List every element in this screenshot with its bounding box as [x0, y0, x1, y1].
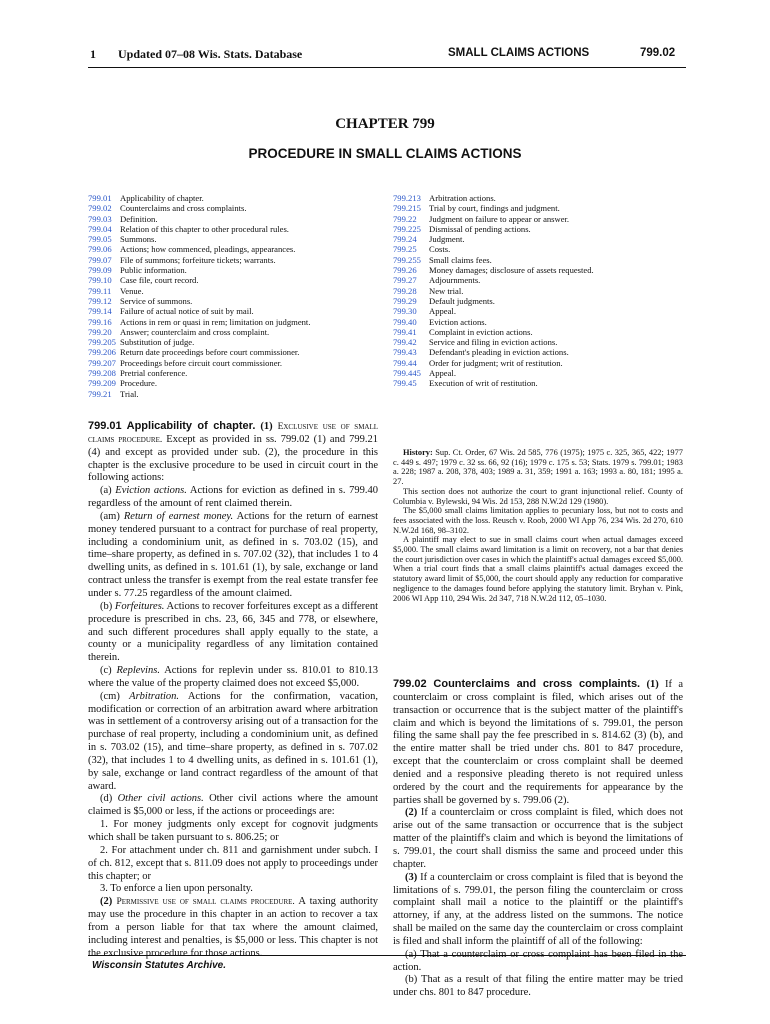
- toc-section-title: Actions in rem or quasi in rem; limitation on judgment.: [120, 316, 311, 327]
- toc-entry[interactable]: [88, 224, 310, 234]
- running-section-number: 799.02: [640, 47, 676, 59]
- toc-section-title: Applicability of chapter.: [120, 193, 204, 203]
- paragraph-b: (b) Forfeitures. Actions to recover forfeitures except as a different procedure is prescribed in chs. 23, 66, 345 and 778, or elsewhere, and such different procedures shall apply equally to the state, a county or a municipality regardless of any limitation contained therein.: [88, 600, 378, 664]
- toc-entry[interactable]: [393, 327, 594, 337]
- section-heading: 799.01 Applicability of chapter.: [88, 420, 256, 432]
- toc-entry[interactable]: [88, 306, 310, 316]
- toc-section-title: Eviction actions.: [429, 316, 487, 327]
- toc-entry[interactable]: [393, 234, 594, 244]
- toc-section-title: Venue.: [120, 285, 144, 296]
- table-of-contents-right: [393, 193, 594, 389]
- toc-section-title: Failure of actual notice of suit by mail.: [120, 306, 254, 317]
- subsection-2: (2) If a counterclaim or cross complaint is filed, which does not arise out of the same transaction or occurrence that is the subject matter of the plaintiff's claim and which is beyond the limitations of s. 799.01, the court shall dismiss the same and proceed under this chapter.: [393, 807, 683, 870]
- database-update-label: Updated 07–08 Wis. Stats. Database: [118, 47, 303, 61]
- toc-entry[interactable]: [393, 203, 594, 213]
- toc-section-title: Complaint in eviction actions.: [429, 326, 533, 337]
- paragraph-title: Arbitration.: [129, 690, 180, 702]
- paragraph-title: Return of earnest money.: [123, 510, 234, 522]
- toc-section-number[interactable]: 799.206: [88, 347, 116, 358]
- toc-section-title: Costs.: [429, 244, 451, 255]
- paragraph-title: Eviction actions.: [115, 485, 187, 497]
- toc-section-title: Public information.: [120, 265, 187, 276]
- toc-section-title: Money damages; disclosure of assets requested.: [429, 265, 594, 276]
- toc-section-title: Trial by court, findings and judgment.: [429, 203, 560, 214]
- toc-entry[interactable]: [393, 306, 594, 316]
- toc-section-title: Substitution of judge.: [120, 337, 195, 348]
- toc-section-title: Appeal.: [429, 368, 456, 379]
- toc-section-title: Summons.: [120, 234, 157, 245]
- toc-section-number[interactable]: 799.01: [88, 193, 112, 203]
- paragraph-a: (a) Eviction actions. Actions for eviction as defined in s. 799.40 regardless of the amount of rent claimed therein.: [88, 485, 378, 510]
- toc-section-title: Dismissal of pending actions.: [429, 223, 531, 234]
- subparagraph-2: 2. For attachment under ch. 811 and garnishment under subch. I of ch. 812, except that s. 811.09 does not apply to proceedings under this chapter; or: [88, 844, 378, 882]
- paragraph-text: Except as provided in ss. 799.02 (1) and 799.21 (4) and except as provided under sub. (2), the procedure in this chapter is the exclusive procedure to be used in circuit court in the following actions:: [88, 433, 379, 484]
- toc-entry[interactable]: [88, 337, 310, 347]
- running-header: [0, 47, 770, 67]
- toc-entry[interactable]: [88, 368, 310, 378]
- toc-entry[interactable]: [393, 296, 594, 306]
- subsection-label: (1): [260, 421, 273, 432]
- toc-entry[interactable]: [393, 255, 594, 265]
- toc-section-number[interactable]: 799.25: [393, 244, 417, 255]
- toc-entry[interactable]: [393, 244, 594, 254]
- toc-section-number[interactable]: 799.09: [88, 265, 112, 276]
- toc-section-title: Relation of this chapter to other procedural rules.: [120, 223, 289, 234]
- running-section-title: SMALL CLAIMS ACTIONS: [448, 47, 590, 59]
- toc-section-title: Judgment on failure to appear or answer.: [429, 213, 570, 224]
- toc-section-title: Trial.: [120, 388, 139, 399]
- toc-entry[interactable]: [88, 358, 310, 368]
- toc-entry[interactable]: [393, 368, 594, 378]
- chapter-subtitle: PROCEDURE IN SMALL CLAIMS ACTIONS: [248, 146, 522, 161]
- toc-entry[interactable]: [88, 214, 310, 224]
- subparagraph-3: 3. To enforce a lien upon personalty.: [100, 883, 253, 895]
- footer-rule: [88, 955, 686, 956]
- paragraph-d: (d) Other civil actions. Other civil actions where the amount claimed is $5,000 or less, if the actions or proceedings are:: [88, 793, 379, 818]
- toc-section-number[interactable]: 799.205: [88, 337, 116, 348]
- toc-section-number[interactable]: 799.44: [393, 357, 417, 368]
- footer-archive-label: Wisconsin Statutes Archive.: [92, 960, 227, 971]
- toc-section-number[interactable]: 799.41: [393, 326, 417, 337]
- toc-section-number[interactable]: 799.07: [88, 254, 112, 265]
- toc-section-number[interactable]: 799.209: [88, 378, 116, 389]
- paragraph-b: (b) That as a result of that filing the entire matter may be tried under chs. 801 to 847 procedure.: [393, 974, 683, 999]
- annotation-note: The $5,000 small claims limitation applies to pecuniary loss, but not to costs and fees associated with the loss. Reusch v. Roob, 2000 WI App 76, 234 Wis. 2d 270, 610 N.W.2d 168, 98–3102.: [393, 506, 683, 535]
- toc-section-number[interactable]: 799.14: [88, 306, 112, 317]
- paragraph-am: (am) Return of earnest money. Actions for the return of earnest money tendered pursuant to a contract for purchase of real property, including a condominium unit, as defined in s. 703.02 (15), and time–share property, as defined in s. 707.02 (32), that includes 1 to 4 dwelling units, as defined in s. 101.61 (1), by sale, exchange or land contract unless the transfer is exempt from the real estate transfer fee under s. 77.25 regardless of the amount claimed.: [88, 510, 379, 599]
- toc-entry[interactable]: [393, 265, 594, 275]
- paragraph-title: Replevins.: [116, 665, 160, 677]
- toc-entry[interactable]: [88, 286, 310, 296]
- toc-section-number[interactable]: 799.30: [393, 306, 417, 317]
- toc-section-title: File of summons; forfeiture tickets; warrants.: [120, 254, 276, 265]
- toc-entry[interactable]: [393, 317, 594, 327]
- toc-entry[interactable]: [393, 275, 594, 285]
- toc-section-title: Service and filing in eviction actions.: [429, 337, 558, 348]
- paragraph-title: Other civil actions.: [117, 793, 204, 805]
- annotation-note: A plaintiff may elect to sue in small claims court when actual damages exceed $5,000. The small claims award limitation is a limit on recovery, not a bar that denies the court jurisdiction over cases in which the plaintiff's actual damages exceed $5,000. When a trial court finds that a small claims plaintiff's actual damages exceed the statutory award limit of $5,000, the court should apply any reduction for comparative negligence to the damages found before applying the statutory limit. Bryhan v. Pink, 2006 WI App 110, 294 Wis. 2d 347, 718 N.W.2d 112, 05–1030.: [393, 535, 683, 603]
- toc-entry[interactable]: [88, 203, 310, 213]
- toc-entry[interactable]: [393, 214, 594, 224]
- toc-section-number[interactable]: 799.05: [88, 234, 112, 245]
- toc-entry[interactable]: [88, 389, 310, 399]
- subsection-3: (3) If a counterclaim or cross complaint is filed that is beyond the limitations of s. 799.01, the person filing the counterclaim or cross complaint shall mail a notice to the plaintiff or the plaintiff's attorney, if any, at the address listed on the summons. The notice shall be mailed on the same day the counterclaim or cross complaint is filed and shall inform the plaintiff of all of the following:: [393, 871, 683, 947]
- annotation-note: This section does not authorize the court to grant injunctional relief. County of Columbia v. Bylewski, 94 Wis. 2d 153, 288 N.W.2d 129 (1980).: [393, 486, 683, 506]
- toc-entry[interactable]: [393, 224, 594, 234]
- toc-section-number[interactable]: 799.42: [393, 337, 417, 348]
- history-and-notes: [393, 448, 683, 603]
- toc-section-title: Adjournments.: [429, 275, 481, 286]
- toc-section-title: Order for judgment; writ of restitution.: [429, 357, 563, 368]
- toc-section-number[interactable]: 799.03: [88, 213, 112, 224]
- toc-section-number[interactable]: 799.255: [393, 254, 421, 265]
- toc-section-title: Pretrial conference.: [120, 368, 188, 379]
- toc-section-number[interactable]: 799.22: [393, 213, 417, 224]
- toc-section-number[interactable]: 799.21: [88, 388, 112, 399]
- history-note: History: Sup. Ct. Order, 67 Wis. 2d 585, 776 (1975); 1975 c. 325, 365, 422; 1977 c. 449 s. 497; 1979 c. 32 ss. 66, 92 (16); 1979 c. 175 s. 53; Stats. 1979 s. 799.01; 1983 a. 228; 1987 a. 208, 378, 403; 1989 a. 31, 359; 1991 a. 163; 1993 a. 80, 181; 1995 a. 27.: [393, 448, 683, 487]
- toc-section-number[interactable]: 799.215: [393, 203, 421, 214]
- toc-entry[interactable]: [88, 265, 310, 275]
- toc-section-number[interactable]: 799.213: [393, 193, 421, 203]
- toc-entry[interactable]: [88, 347, 310, 357]
- toc-section-title: Actions; how commenced, pleadings, appearances.: [120, 244, 296, 255]
- toc-entry[interactable]: [88, 244, 310, 254]
- toc-entry[interactable]: [393, 347, 594, 357]
- toc-section-title: New trial.: [429, 285, 464, 296]
- toc-entry[interactable]: [88, 275, 310, 285]
- table-of-contents-left: [88, 193, 310, 399]
- paragraph-title: Forfeitures.: [114, 600, 165, 612]
- toc-section-title: Return date proceedings before court commissioner.: [120, 347, 300, 358]
- toc-entry[interactable]: [393, 286, 594, 296]
- subsection-title: Exclusive use of small claims procedure.: [88, 422, 379, 445]
- toc-section-title: Default judgments.: [429, 295, 495, 306]
- toc-section-number[interactable]: 799.26: [393, 265, 417, 276]
- toc-section-title: Answer; counterclaim and cross complaint.: [120, 326, 270, 337]
- page-number: 1: [90, 47, 96, 61]
- toc-section-title: Small claims fees.: [429, 254, 492, 265]
- toc-section-title: Arbitration actions.: [429, 193, 496, 203]
- section-799-01: [88, 420, 378, 485]
- toc-entry[interactable]: [88, 327, 310, 337]
- toc-section-title: Service of summons.: [120, 295, 193, 306]
- toc-section-number[interactable]: 799.40: [393, 316, 417, 327]
- toc-entry[interactable]: [393, 378, 594, 388]
- toc-entry[interactable]: [88, 255, 310, 265]
- toc-section-title: Procedure.: [120, 378, 157, 389]
- toc-section-number[interactable]: 799.445: [393, 368, 421, 379]
- paragraph-a: (a) That a counterclaim or cross complaint has been filed in the action.: [393, 948, 683, 973]
- text-column-left: [88, 420, 378, 960]
- toc-section-number[interactable]: 799.02: [88, 203, 112, 214]
- toc-section-title: Proceedings before circuit court commissioner.: [120, 357, 283, 368]
- section-heading: 799.02 Counterclaims and cross complaints.: [393, 678, 641, 690]
- toc-section-number[interactable]: 799.28: [393, 285, 417, 296]
- toc-section-title: Counterclaims and cross complaints.: [120, 203, 247, 214]
- toc-section-number[interactable]: 799.10: [88, 275, 112, 286]
- toc-entry[interactable]: [88, 317, 310, 327]
- toc-entry[interactable]: [393, 358, 594, 368]
- toc-section-title: Execution of writ of restitution.: [429, 378, 538, 389]
- toc-section-title: Case file, court record.: [120, 275, 199, 286]
- section-799-02: 799.02 Counterclaims and cross complaints. (1) If a counterclaim or cross complaint is filed, which arises out of the transaction or occurrence that is the subject matter of the plaintiff's claim and which is beyond the limitations of s. 799.01, the person filing the same shall pay the fee prescribed in s. 814.62 (3) (b), and the entire matter shall be tried under chs. 801 to 847 procedure, except that the counterclaim or cross complaint shall be deemed denied and a responsive pleading thereto is not required unless ordered by the court and the requirements for appearance by the parties shall be governed by s. 799.06 (2).: [393, 678, 684, 806]
- subsection-2: (2) Permissive use of small claims procedure. A taxing authority may use the procedure in this chapter in an action to recover a tax from a person liable for that tax where the amount claimed, including interest and penalties, is $5,000 or less. This chapter is not the exclusive procedure for those actions.: [88, 896, 378, 959]
- toc-section-number[interactable]: 799.16: [88, 316, 112, 327]
- toc-section-number[interactable]: 799.207: [88, 357, 116, 368]
- toc-section-number[interactable]: 799.29: [393, 295, 417, 306]
- toc-section-number[interactable]: 799.24: [393, 234, 417, 245]
- toc-section-number[interactable]: 799.20: [88, 326, 112, 337]
- toc-entry[interactable]: [393, 337, 594, 347]
- toc-section-number[interactable]: 799.208: [88, 368, 116, 379]
- text-column-right: [393, 678, 683, 1000]
- header-rule: [88, 67, 686, 68]
- toc-entry[interactable]: [88, 296, 310, 306]
- toc-section-number[interactable]: 799.06: [88, 244, 112, 255]
- toc-section-number[interactable]: 799.43: [393, 347, 417, 358]
- toc-section-number[interactable]: 799.45: [393, 378, 417, 389]
- toc-entry[interactable]: [88, 378, 310, 388]
- toc-section-number[interactable]: 799.11: [88, 285, 112, 296]
- toc-entry[interactable]: [88, 234, 310, 244]
- chapter-title: CHAPTER 799: [335, 116, 435, 132]
- toc-section-number[interactable]: 799.12: [88, 295, 112, 306]
- toc-section-number[interactable]: 799.27: [393, 275, 417, 286]
- toc-section-title: Appeal.: [429, 306, 456, 317]
- toc-entry[interactable]: [88, 193, 310, 203]
- subsection-title: Permissive use of small claims procedure.: [116, 897, 295, 908]
- toc-section-number[interactable]: 799.225: [393, 223, 421, 234]
- subparagraph-1: 1. For money judgments only except for cognovit judgments which shall be taken pursuant to s. 806.25; or: [88, 819, 378, 843]
- toc-section-number[interactable]: 799.04: [88, 223, 112, 234]
- toc-section-title: Judgment.: [429, 234, 465, 245]
- toc-section-title: Defendant's pleading in eviction actions.: [429, 347, 569, 358]
- toc-entry[interactable]: [393, 193, 594, 203]
- paragraph-cm: (cm) Arbitration. Actions for the confirmation, vacation, modification or correction of an arbitration award where arbitration was in settlement of a controversy arising out of a transaction for the purchase of real property, including a condominium unit, as defined in s. 703.02 (15), and time–share property, as defined in s. 707.02 (32), that includes 1 to 4 dwelling units, as defined in s. 101.61 (1), by sale, exchange or land contract regardless of the amount of that award.: [88, 690, 378, 792]
- paragraph-c: (c) Replevins. Actions for replevin under ss. 810.01 to 810.13 where the value of the property claimed does not exceed $5,000.: [88, 665, 379, 689]
- toc-section-title: Definition.: [120, 213, 158, 224]
